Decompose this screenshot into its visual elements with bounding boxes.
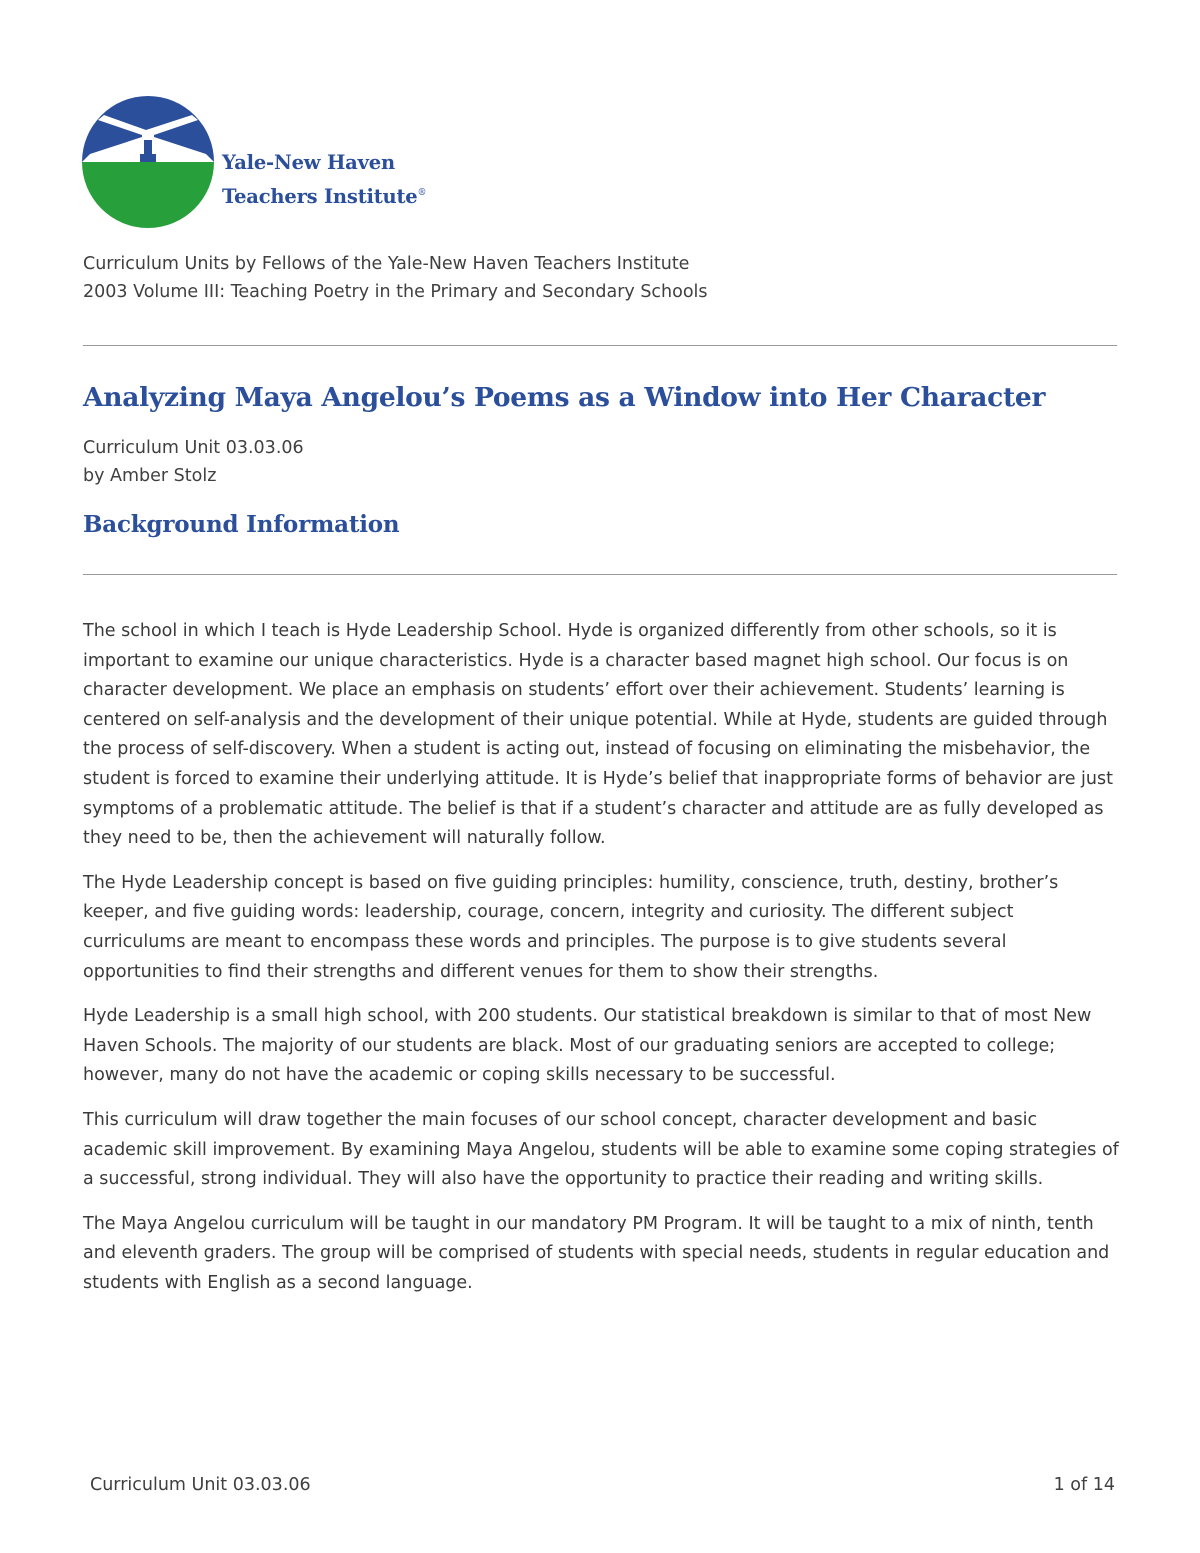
series-line-1: Curriculum Units by Fellows of the Yale-New Haven Teachers Institute bbox=[83, 254, 690, 274]
paragraph-2: The Hyde Leadership concept is based on five guiding principles: humility, conscience, truth, destiny, brother’s keeper, and five guiding words: leadership, courage, concern, integrity and curiosity. The different subject curriculums are meant to encompass these words and principles. The purpose is to give students several opportunities to find their strengths and different venues for them to show their strengths. bbox=[83, 872, 1059, 982]
unit-meta bbox=[83, 434, 304, 490]
logo-line-2: Teachers Institute® bbox=[222, 185, 427, 208]
page-footer bbox=[90, 1472, 1115, 1498]
document-title: Analyzing Maya Angelou’s Poems as a Window into Her Character bbox=[83, 382, 1046, 413]
series-info bbox=[83, 250, 708, 306]
page-number: 1 of 14 bbox=[1053, 1475, 1115, 1495]
paragraph-1: The school in which I teach is Hyde Leadership School. Hyde is organized differently from other schools, so it is important to examine our unique characteristics. Hyde is a character based magnet high school. Our focus is on character development. We place an emphasis on students’ effort over their achievement. Students’ learning is centered on self-analysis and the development of their unique potential. While at Hyde, students are guided through the process of self-discovery. When a student is acting out, instead of focusing on eliminating the misbehavior, the student is forced to examine their underlying attitude. It is Hyde’s belief that inappropriate forms of behavior are just symptoms of a problematic attitude. The belief is that if a student’s character and attitude are as fully developed as they need to be, then the achievement will naturally follow. bbox=[83, 621, 1113, 849]
unit-number: Curriculum Unit 03.03.06 bbox=[83, 438, 304, 458]
logo-emblem-icon bbox=[82, 96, 214, 228]
paragraph-4: This curriculum will draw together the main focuses of our school concept, character development and basic academic skill improvement. By examining Maya Angelou, students will be able to examine some coping strategies of a successful, strong individual. They will also have the opportunity to practice their reading and writing skills. bbox=[83, 1109, 1119, 1190]
series-line-2: 2003 Volume III: Teaching Poetry in the Primary and Secondary Schools bbox=[83, 282, 708, 302]
logo-line-1: Yale-New Haven bbox=[222, 151, 395, 174]
author-line: by Amber Stolz bbox=[83, 466, 217, 486]
section-heading: Background Information bbox=[83, 511, 400, 538]
body-text bbox=[83, 617, 1119, 1313]
header-divider bbox=[83, 345, 1117, 346]
registered-mark: ® bbox=[417, 188, 427, 198]
section-divider bbox=[83, 574, 1117, 575]
logo-green-half bbox=[82, 162, 214, 228]
institute-logo bbox=[82, 96, 442, 228]
paragraph-5: The Maya Angelou curriculum will be taught in our mandatory PM Program. It will be taught to a mix of ninth, tenth and eleventh graders. The group will be comprised of students with special needs, students in regular education and students with English as a second language. bbox=[83, 1213, 1110, 1293]
logo-wordmark bbox=[222, 148, 426, 212]
paragraph-3: Hyde Leadership is a small high school, with 200 students. Our statistical breakdown is similar to that of most New Haven Schools. The majority of our students are black. Most of our graduating seniors are accepted to college; however, many do not have the academic or coping skills necessary to be successful. bbox=[83, 1006, 1092, 1086]
footer-unit: Curriculum Unit 03.03.06 bbox=[90, 1475, 311, 1495]
